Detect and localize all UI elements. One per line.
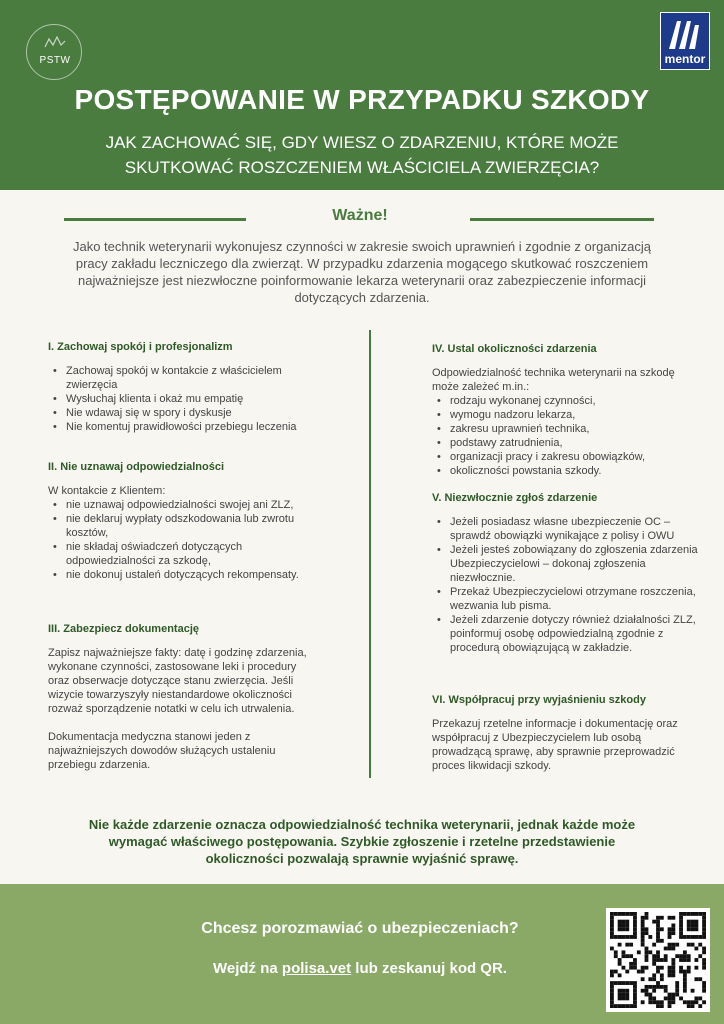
footer-cta-prefix: Wejdź na: [213, 960, 278, 977]
section-4: [432, 342, 702, 478]
list-item: • nie deklaruj wypłaty odszkodowania lub zwrotu kosztów,: [48, 512, 318, 540]
section-4-intro: Odpowiedzialność technika weterynarii na szkodę może zależeć m.in.:: [432, 367, 675, 393]
list-item: • Jeżeli jesteś zobowiązany do zgłoszenia zdarzenia Ubezpieczycielowi – dokonaj zgłoszenia niezwłocznie.: [432, 543, 702, 585]
section-2-title: II. Nie uznawaj odpowiedzialności: [48, 461, 225, 473]
list-item: • Nie wdawaj się w spory i dyskusje: [48, 406, 318, 420]
section-5-list: [432, 515, 702, 655]
closing-statement: Nie każde zdarzenie oznacza odpowiedzialność technika weterynarii, jednak każde może wymagać właściwego postępowania. Szybkie zgłoszenie i rzetelne przedstawienie okoliczności pozwalają sprawnie wyjaśnić sprawę.: [88, 817, 636, 866]
section-3-paragraph-1: Zapisz najważniejsze fakty: datę i godzinę zdarzenia, wykonane czynności, zastosowane leki i procedury oraz obserwacje dotyczące stanu zwierzęcia. Jeśli wizycie towarzyszyły niestandardowe okoliczności rozważ sporządzenie notatki w celu ich utrwalenia.: [48, 647, 307, 715]
section-3-paragraph-2: Dokumentacja medyczna stanowi jeden z najważniejszych dowodów służących ustaleniu przebiegu zdarzenia.: [48, 731, 276, 771]
list-item: • nie uznawaj odpowiedzialności swojej ani ZLZ,: [48, 498, 318, 512]
footer-cta: [130, 960, 590, 977]
qr-code-icon: [610, 912, 706, 1008]
mentor-logo-text: mentor: [664, 52, 706, 66]
list-item: • okoliczności powstania szkody.: [432, 464, 702, 478]
section-2-intro: W kontakcie z Klientem:: [48, 485, 166, 497]
section-3: [48, 622, 318, 772]
section-6-text: Przekazuj rzetelne informacje i dokumentację oraz współpracuj z Ubezpieczycielem lub osobą prowadzącą sprawę, aby sprawnie przeprowadzić proces likwidacji szkody.: [432, 718, 678, 772]
page-title: POSTĘPOWANIE W PRZYPADKU SZKODY: [74, 84, 650, 115]
important-text: Jako technik weterynarii wykonujesz czynności w zakresie swoich uprawnień i zgodnie z organizacją pracy zakładu leczniczego dla zwierząt. W przypadku zdarzenia mogącego skutkować roszczeniem najważniejsze jest niezwłoczne poinformowanie lekarza weterynarii oraz zabezpieczenie informacji dotyczących zdarzenia.: [72, 239, 652, 305]
mentor-emblem-icon: [665, 17, 705, 51]
important-divider-left: [64, 218, 246, 221]
list-item: • Nie komentuj prawidłowości przebiegu leczenia: [48, 420, 318, 434]
section-2-list: [48, 498, 318, 582]
important-divider-right: [470, 218, 654, 221]
section-5: [432, 491, 702, 655]
mentor-logo: [660, 12, 710, 70]
list-item: • nie składaj oświadczeń dotyczących odpowiedzialności za szkodę,: [48, 540, 318, 568]
footer-cta-suffix: lub zeskanuj kod QR.: [355, 960, 507, 977]
list-item: • Wysłuchaj klienta i okaż mu empatię: [48, 392, 318, 406]
qr-code[interactable]: [606, 908, 710, 1012]
list-item: • organizacji pracy i zakresu obowiązków,: [432, 450, 702, 464]
section-4-list: [432, 394, 702, 478]
section-6: [432, 693, 702, 773]
list-item: • zakresu uprawnień technika,: [432, 422, 702, 436]
footer-question: Chcesz porozmawiać o ubezpieczeniach?: [201, 920, 519, 937]
list-item: • Jeżeli zdarzenie dotyczy również działalności ZLZ, poinformuj osobę odpowiedzialną zgodnie z procedurą obowiązującą w zakładzie.: [432, 613, 702, 655]
section-3-title: III. Zabezpiecz dokumentację: [48, 623, 199, 635]
list-item: • Jeżeli posiadasz własne ubezpieczenie OC – sprawdź obowiązki wynikające z polisy i OWU: [432, 515, 702, 543]
polisa-vet-link[interactable]: polisa.vet: [281, 960, 352, 977]
section-1-title: I. Zachowaj spokój i profesjonalizm: [48, 341, 233, 353]
list-item: • Przekaż Ubezpieczycielowi otrzymane roszczenia, wezwania lub pisma.: [432, 585, 702, 613]
section-2: [48, 460, 318, 582]
list-item: • wymogu nadzoru lekarza,: [432, 408, 702, 422]
important-title: Ważne!: [332, 207, 388, 224]
page-subtitle: JAK ZACHOWAĆ SIĘ, GDY WIESZ O ZDARZENIU, KTÓRE MOŻE SKUTKOWAĆ ROSZCZENIEM WŁAŚCICIELA ZWIERZĘCIA?: [105, 133, 619, 177]
column-divider: [369, 330, 371, 778]
list-item: • podstawy zatrudnienia,: [432, 436, 702, 450]
pstw-emblem-icon: [27, 25, 83, 81]
section-6-title: VI. Współpracuj przy wyjaśnieniu szkody: [432, 694, 646, 706]
list-item: • rodzaju wykonanej czynności,: [432, 394, 702, 408]
pstw-logo-text: PSTW: [39, 55, 71, 66]
section-1-list: [48, 364, 318, 434]
list-item: • nie dokonuj ustaleń dotyczących rekompensaty.: [48, 568, 318, 582]
section-1: [48, 340, 318, 434]
pstw-logo: [26, 24, 82, 80]
list-item: • Zachowaj spokój w kontakcie z właścicielem zwierzęcia: [48, 364, 318, 392]
section-4-title: IV. Ustal okoliczności zdarzenia: [432, 343, 597, 355]
section-5-title: V. Niezwłocznie zgłoś zdarzenie: [432, 492, 598, 504]
